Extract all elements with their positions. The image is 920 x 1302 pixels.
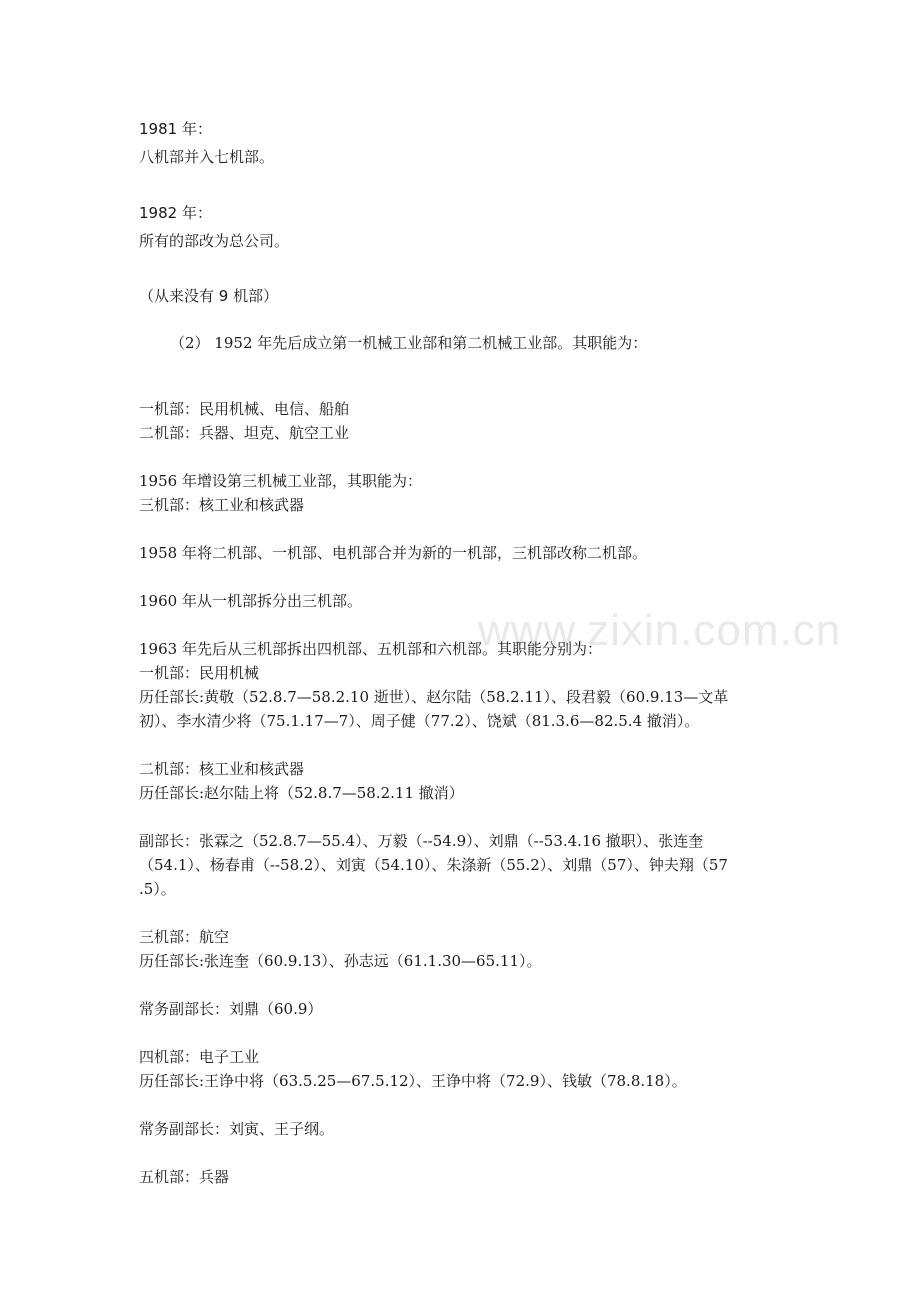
note-no-ninth-ministry: （从来没有 9 机部）: [139, 287, 279, 305]
ministry-2-deputies-line-1: 副部长：张霖之（52.8.7—55.4）、万毅（--54.9）、刘鼎（--53.4.16 撤职）、张连奎: [139, 832, 704, 850]
ministry-4-heads: 历任部长:王诤中将（63.5.25—67.5.12）、王诤中将（72.9）、钱敏（78.8.18）。: [139, 1072, 687, 1090]
section-2-heading: （2） 1952 年先后成立第一机械工业部和第二机械工业部。其职能为：: [170, 334, 648, 352]
year-1960-text: 1960 年从一机部拆分出三机部。: [139, 592, 362, 610]
year-1981-heading: 1981 年：: [139, 120, 212, 138]
ministry-1-heads-line-1: 历任部长:黄敬（52.8.7—58.2.10 逝世）、赵尔陆（58.2.11）、段君毅（60.9.13—文革: [139, 688, 729, 706]
year-1963-text: 1963 年先后从三机部拆出四机部、五机部和六机部。其职能分别为：: [139, 640, 602, 658]
ministry-3-executive-deputy: 常务副部长：刘鼎（60.9）: [139, 1000, 323, 1018]
ministry-1-functions: 一机部：民用机械、电信、船舶: [139, 400, 350, 418]
ministry-5-title: 五机部：兵器: [139, 1168, 230, 1186]
year-1958-text: 1958 年将二机部、一机部、电机部合并为新的一机部，三机部改称二机部。: [139, 544, 647, 562]
ministry-3-functions-1956: 三机部：核工业和核武器: [139, 496, 305, 514]
ministry-2-title: 二机部：核工业和核武器: [139, 760, 305, 778]
rename-1982-text: 所有的部改为总公司。: [139, 232, 290, 250]
ministry-2-deputies-line-3: .5）。: [139, 880, 176, 898]
ministry-1-heads-line-2: 初）、李水清少将（75.1.17—7）、周子健（77.2）、饶斌（81.3.6—82.5.4 撤消）。: [139, 712, 700, 730]
ministry-3-heads: 历任部长:张连奎（60.9.13）、孙志远（61.1.30—65.11）。: [139, 952, 542, 970]
watermark: www.zixin.com.cn: [478, 606, 842, 655]
ministry-2-functions: 二机部：兵器、坦克、航空工业: [139, 424, 350, 442]
year-1956-text: 1956 年增设第三机械工业部，其职能为：: [139, 472, 422, 490]
ministry-4-executive-deputies: 常务副部长：刘寅、王子纲。: [139, 1120, 335, 1138]
year-1982-heading: 1982 年：: [139, 204, 212, 222]
ministry-4-title: 四机部：电子工业: [139, 1048, 260, 1066]
ministry-1-title: 一机部：民用机械: [139, 664, 260, 682]
ministry-3-title: 三机部：航空: [139, 928, 230, 946]
ministry-2-heads: 历任部长:赵尔陆上将（52.8.7—58.2.11 撤消）: [139, 784, 464, 802]
merge-1981-text: 八机部并入七机部。: [139, 148, 275, 166]
ministry-2-deputies-line-2: （54.1）、杨春甫（--58.2）、刘寅（54.10）、朱涤新（55.2）、刘鼎（57）、钟夫翔（57: [139, 856, 728, 874]
